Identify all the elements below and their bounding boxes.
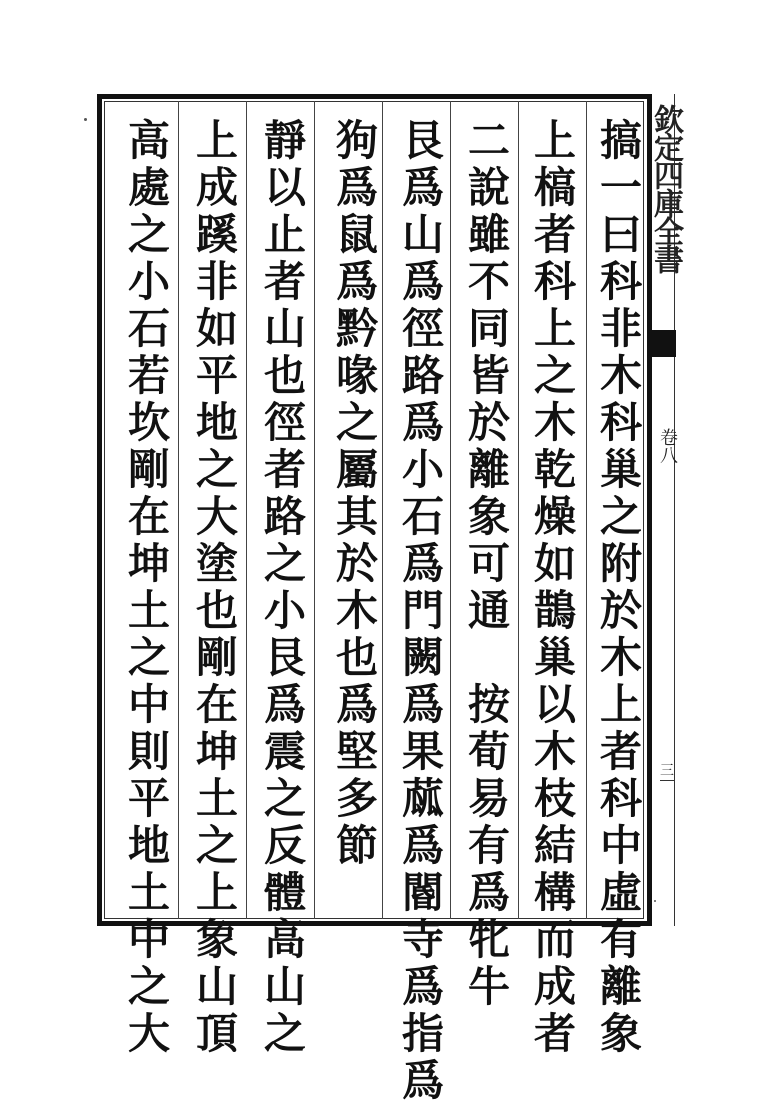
text-column-1: 搞一曰科非木科巢之附於木上者科中虛有離象 (594, 118, 643, 1058)
column-divider (586, 101, 587, 919)
text-column-6: 靜以止者山也徑者路之小艮爲震之反體高山之 (258, 118, 307, 1058)
fishtail-mark-icon (652, 330, 676, 356)
column-divider (518, 101, 519, 919)
column-divider (382, 101, 383, 919)
folio-rule (660, 780, 674, 781)
column-divider (178, 101, 179, 919)
chapter-label: 卷八 (657, 428, 678, 464)
text-column-7: 上成蹊非如平地之大塗也剛在坤土之上象山頂 (190, 118, 239, 1058)
fishtail-rule (652, 354, 676, 357)
scan-speck (84, 118, 87, 121)
book-title: 欽定四庫全書 (648, 104, 683, 272)
text-column-8: 高處之小石若坎剛在坤土之中則平地土中之大 (122, 118, 171, 1058)
folio-number: 三 (660, 763, 674, 779)
text-column-4: 艮爲山爲徑路爲小石爲門闕爲果蓏爲閽寺爲指爲 (396, 118, 445, 1105)
text-column-2: 上槁者科上之木乾燥如鵲巢以木枝結構而成者 (528, 118, 577, 1058)
text-column-5: 狗爲鼠爲黔喙之屬其於木也爲堅多節 (330, 118, 379, 870)
text-column-3: 二說雖不同皆於離象可通 按荀易有爲牝牛 (462, 118, 511, 1011)
column-divider (246, 101, 247, 919)
column-divider (314, 101, 315, 919)
column-divider (450, 101, 451, 919)
scan-speck (654, 900, 656, 902)
